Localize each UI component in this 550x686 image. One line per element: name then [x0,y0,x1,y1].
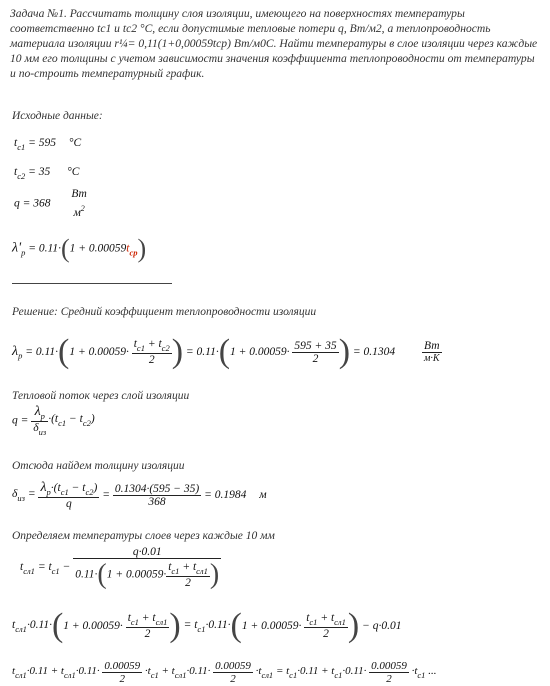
eq6-sub-k: c1 [417,670,426,680]
given-q [14,188,89,219]
eq4-num: q·0.01 [73,546,221,559]
eq5-num-sub1: c1 [130,617,139,627]
q-unit-den: м [73,206,81,219]
eq1-unit-den: м·К [424,353,440,364]
eq5-eq-sub: c1 [197,623,206,634]
q-unit [69,188,88,219]
eq6-f: ·0.11· [186,665,211,677]
eq4-den-num-plus: + t [179,561,197,573]
given-tc2 [14,166,79,181]
eq1-num-t: t [133,338,137,350]
given-heading: Исходные данные: [12,110,103,122]
eq3-num2: 0.1304·(595 − 35) [114,482,200,495]
eq3-den: q [66,498,72,510]
eq6-k: ·t [411,665,418,677]
eq4-den-a: 0.11· [75,568,98,581]
eq1-frac2 [292,340,338,365]
eq4-eq: = t [37,561,52,573]
lambda-sub: р [21,247,26,258]
eq5-c: ·0.11· [205,618,231,631]
eq5-num: t [127,612,131,624]
eq3-den2: 368 [148,495,166,508]
eq3-frac2 [113,483,201,508]
eq6-b: ·0.11 + t [26,665,64,677]
q-value: q = 368 [14,197,51,210]
eq4-lhs: t [20,561,24,573]
eq1-num-sub1: c1 [136,343,145,353]
eq6-h: = t [273,665,290,677]
layers-heading: Определяем температуры слоев через каждые 10 мм [12,530,275,542]
equation-lambda-avg: $\lambda_р = 0.11\cdot(1 + 0.00059\cdot$ $\frac{t_{c1} + t_{c2}}{2}$ ) = 0.11·(1 + 0.00059· $\frac{595 + 35}{2}$ ) = 0.1304 $\frac{Вт}{м\cdot К}$ [12,333,440,370]
solution-heading: Решение: Средний коэффициент теплопроводности изоляции [12,306,317,318]
eq1-unit [422,340,442,364]
eq3-num-end: ) [93,482,98,494]
eq3-lhs: δ [12,487,18,500]
eq2-frac [31,404,48,437]
eq6-sub-b: сл1 [63,670,76,680]
eq1-den: 2 [148,354,155,366]
eq4-den-num-sub2: сл1 [196,566,208,576]
eq1-lambda-sub: р [18,350,23,361]
eq1-coef2: = 0.11· [185,346,219,358]
equation-layer1-linear [12,660,436,685]
eq3-num-rest: ·(t [50,482,61,494]
problem-statement: Задача №1. Рассчитать толщину слоя изоляции, имеющего на поверхностях температуры соответственно tc1 и tc2 °С, если допустимые тепловые потери q, Вт/м2, а теплопроводность материала изоляции r¼= 0,11(1+0,00059tср) Вт/м0С. Найти температуры в слое изоляции через каждые 10 мм его толщины с учетом зависимости значения коэффициента теплопроводности от температуры и по-строить температурный график. [10,7,538,80]
eq2-rhs: ·(t [48,413,59,425]
lambda-t: t [126,242,130,255]
eq3-unit: м [259,489,267,501]
eq5-lhs: t [12,618,16,631]
eq2-num: λ [34,404,41,419]
separator-line [12,283,172,284]
eq5-frac2 [304,612,348,640]
tc2-value: = 35 [28,166,51,178]
lambda-eq: = 0.11· [28,242,61,255]
eq2-den: δ [33,422,39,434]
eq5-num2-sub2: сл1 [334,617,346,627]
eq2-lhs: q = [12,414,29,427]
eq1-num-sub2: c2 [161,343,170,353]
lambda-inner: 1 + 0.00059 [69,242,127,255]
eq6-e: + t [158,665,175,677]
eq2-rhs-end: ) [90,413,95,425]
eq6-num1: 0.00059 [104,660,141,672]
eq4-den-b: 1 + 0.00059· [106,568,167,581]
eq2-rhs-mid: − t [66,413,83,425]
eq6-i: ·0.11 + t [297,665,335,677]
eq5-num2-plus: + t [317,612,335,624]
eq6-l: ... [425,665,437,677]
eq6-c: ·0.11· [75,665,100,677]
eq2-num-sub: р [40,411,45,421]
eq5-num-sub2: сл1 [155,617,168,627]
equation-thickness [12,480,267,510]
eq6-sub-i: c1 [334,670,343,680]
eq5-den: 2 [144,628,151,640]
eq3-result: = 0.1984 [204,489,247,501]
eq1-num-plus: + t [144,338,162,350]
tc1-unit: °C [68,137,82,149]
eq6-sub-e: сл1 [174,670,187,680]
eq5-b: 1 + 0.00059· [63,620,123,632]
eq3-eq2: = [102,489,110,501]
eq1-result: = 0.1304 [352,346,396,358]
eq1-inner: 1 + 0.00059· [69,346,129,358]
eq6-g: ·t [255,665,262,677]
eq6-a: t [12,665,16,677]
eq3-num-sub2: c2 [85,487,94,497]
eq3-num-mid: − t [68,482,86,494]
eq6-frac2 [213,660,253,685]
q-unit-pow: 2 [80,204,85,213]
eq3-eq: = [27,487,36,500]
eq6-den2: 2 [230,673,236,685]
tc1-sub: c1 [17,142,26,152]
eq2-rhs-sub1: c1 [58,418,67,428]
eq4-frac: q·0.01 0.11·(1 + 0.00059· $\frac{t_{c1} + t_{сл1}}{2}$ ) [75,546,220,590]
eq5-num2-sub1: c1 [309,617,318,627]
eq5-num2: t [306,612,310,624]
eq6-sub-d: c1 [150,670,159,680]
eq6-d: ·t [144,665,151,677]
eq1-inner2: 1 + 0.00059· [230,346,290,358]
eq1-frac [132,338,172,366]
equation-layer1-expanded: $t_{сл1}\cdot 0.11\cdot(1 + 0.00059\cdot$ $\frac{t_{c1} + t_{сл1}}{2}$ ) = $t_{c1}\cdot 0.11\cdot(1 + 0.00059\cdot$ $\frac{t_{c1} + t_{сл1}}{2}$ ) − q·0.01 [12,607,402,644]
eq6-sub-a: сл1 [15,670,27,680]
eq5-num-plus: + t [138,612,156,624]
tc1-value: = 595 [28,137,56,149]
thickness-heading: Отсюда найдем толщину изоляции [12,460,185,472]
eq5-tail: − q·0.01 [362,620,402,632]
eq2-den-sub: из [38,427,47,437]
eq3-num-sub: р [46,487,51,497]
tc2-var: t [14,166,18,178]
eq3-lhs-sub: из [17,492,25,503]
eq5-den2: 2 [323,628,329,640]
tc1-var: t [14,137,18,149]
lambda-tsub: ср [129,247,138,258]
tc2-sub: c2 [17,171,26,181]
eq4-den-frac [166,561,210,589]
eq3-num: λ [40,480,47,495]
eq2-rhs-sub2: c2 [82,418,91,428]
eq6-den3: 2 [386,673,392,685]
eq4-den-den: 2 [185,577,191,589]
eq4-eq-sub: c1 [51,566,60,576]
eq4-minus: − [59,561,71,573]
eq5-lhs-sub: сл1 [15,623,27,634]
eq6-sub-h: c1 [289,670,298,680]
eq5-frac [126,612,170,640]
eq6-num3: 0.00059 [371,660,407,672]
q-unit-num: Вт [71,188,87,200]
eq6-sub-g: сл1 [261,670,274,680]
eq5-a: ·0.11· [26,618,52,631]
equation-layer1 [20,546,221,591]
eq6-num2: 0.00059 [215,660,251,672]
tc2-unit: °C [67,166,80,178]
eq6-den1: 2 [119,673,126,685]
eq1-coef: = 0.11· [25,346,58,358]
eq1-unit-num: Вт [422,340,442,353]
eq3-frac [38,480,99,510]
flux-heading: Тепловой поток через слой изоляции [12,390,190,402]
eq1-lambda: λ [12,344,19,359]
eq3-num-sub1: c1 [60,487,69,497]
lambda-var: λ' [12,240,22,256]
eq6-frac3 [369,660,409,685]
given-lambda: $\lambda'_р = 0.11\cdot(1 + 0.00059t_{ср})$ [12,234,147,263]
equation-flux [12,404,95,437]
eq4-den-num: t [168,561,172,573]
eq4-lhs-sub: сл1 [23,566,35,576]
given-tc1 [14,137,81,152]
eq5-eq: = t [183,618,198,631]
eq5-d: 1 + 0.00059· [241,620,302,632]
eq6-frac1 [102,660,142,685]
eq6-j: ·0.11· [342,665,367,677]
eq1-num2: 595 + 35 [294,339,337,352]
eq1-den2: 2 [312,352,319,365]
eq4-den-num-sub1: c1 [171,566,180,576]
